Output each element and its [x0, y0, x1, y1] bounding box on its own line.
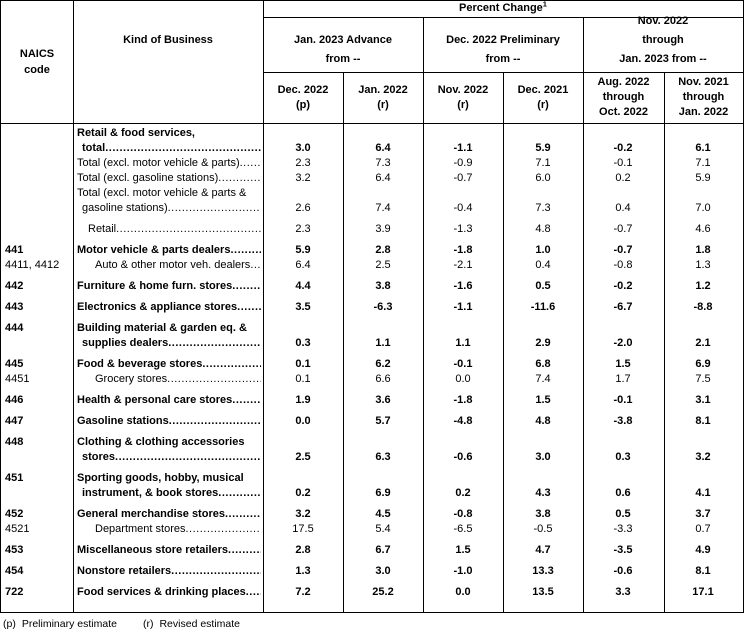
value-cell: 2.3 [295, 223, 311, 235]
value-cell: -0.8 [613, 259, 633, 271]
value-cell: 5.9 [535, 142, 551, 154]
dot-leader [225, 507, 261, 522]
value-cell: -0.8 [453, 508, 473, 520]
kind-of-business-cell: Auto & other motor veh. dealers ..... [73, 258, 263, 273]
value-cell: 4.3 [535, 487, 551, 499]
value-cell: -2.0 [613, 337, 633, 349]
value-cell: 6.9 [695, 358, 711, 370]
value-cell: -6.3 [373, 301, 393, 313]
value-cell: 1.9 [295, 394, 311, 406]
value-cell: 4.4 [295, 280, 311, 292]
dot-leader [105, 141, 261, 156]
value-cell: 13.3 [532, 565, 554, 577]
value-cell: 6.4 [295, 259, 311, 271]
value-cell: 2.5 [295, 451, 311, 463]
value-cell: 4.8 [535, 223, 551, 235]
subcolumn-header-4: Aug. 2022 through Oct. 2022 [597, 76, 650, 118]
value-cell: 0.5 [535, 280, 551, 292]
table-row [1, 414, 743, 429]
value-cell: 2.9 [535, 337, 551, 349]
table-row [1, 372, 743, 387]
value-cell: 0.1 [295, 358, 311, 370]
subcolumn-header-2: Nov. 2022 (r) [437, 83, 489, 111]
kind-of-business-cell: Clothing & clothing accessories stores ..... [73, 435, 263, 465]
value-cell: 25.2 [372, 586, 394, 598]
kind-of-business-cell: Total (excl. motor vehicle & parts & gasoline stations) ..... [73, 186, 263, 216]
value-cell: -3.8 [613, 415, 633, 427]
value-cell: -8.8 [693, 301, 713, 313]
kind-of-business-cell: Retail & food services, total ..... [73, 126, 263, 156]
kind-of-business-cell: Building material & garden eq. & supplies dealers ..... [73, 321, 263, 351]
dot-leader [232, 393, 261, 408]
value-cell: 1.5 [615, 358, 631, 370]
dot-leader [169, 414, 261, 429]
value-cell: 4.9 [695, 544, 711, 556]
value-cell: 6.0 [535, 172, 551, 184]
value-cell: 0.4 [615, 202, 631, 214]
value-cell: 1.5 [455, 544, 471, 556]
value-cell: 1.8 [695, 244, 711, 256]
value-cell: 3.5 [295, 301, 311, 313]
value-cell: 4.8 [535, 415, 551, 427]
value-cell: 1.3 [295, 565, 311, 577]
footnote-r-text: Revised estimate [159, 618, 241, 630]
value-cell: 7.2 [295, 586, 311, 598]
value-cell: 4.6 [695, 223, 711, 235]
value-cell: 1.3 [695, 259, 711, 271]
value-cell: 3.6 [375, 394, 391, 406]
dot-leader [202, 357, 261, 372]
dot-leader [167, 372, 261, 387]
naics-code-cell: 442 [5, 280, 24, 292]
value-cell: -1.8 [453, 244, 473, 256]
table-row [1, 507, 743, 522]
value-cell: 5.7 [375, 415, 391, 427]
kind-of-business-header: Kind of Business [123, 34, 213, 46]
kind-of-business-cell: Miscellaneous store retailers ..... [73, 543, 263, 558]
value-cell: 5.9 [295, 244, 311, 256]
value-cell: -0.1 [453, 358, 473, 370]
subcolumn-header-0: Dec. 2022 (p) [277, 83, 329, 111]
value-cell: 2.8 [295, 544, 311, 556]
value-cell: 7.3 [535, 202, 551, 214]
value-cell: 3.7 [695, 508, 711, 520]
kind-of-business-cell: Motor vehicle & parts dealers ..... [73, 243, 263, 258]
value-cell: -0.1 [613, 157, 633, 169]
value-cell: 3.1 [695, 394, 711, 406]
table-row [1, 357, 743, 372]
naics-code-cell: 722 [5, 586, 24, 598]
value-cell: -1.1 [453, 142, 473, 154]
footnote-p-mark: (p) [3, 618, 16, 630]
table-body [1, 123, 743, 612]
value-cell: -2.1 [453, 259, 473, 271]
dot-leader [240, 156, 261, 171]
value-cell: 1.7 [615, 373, 631, 385]
value-cell: -1.3 [453, 223, 473, 235]
dot-leader [230, 243, 261, 258]
value-cell: 6.3 [375, 451, 391, 463]
value-cell: -0.5 [533, 523, 553, 535]
table-row [1, 321, 743, 351]
dot-leader [168, 201, 261, 216]
naics-code-cell: 453 [5, 544, 24, 556]
table-row [1, 258, 743, 273]
naics-code-cell: 445 [5, 358, 24, 370]
naics-code-cell: 4411, 4412 [5, 259, 60, 271]
value-cell: 3.9 [375, 223, 391, 235]
subcolumn-header-5: Nov. 2021 through Jan. 2022 [678, 76, 729, 118]
value-cell: -4.8 [453, 415, 473, 427]
value-cell: 0.0 [295, 415, 311, 427]
table-row [1, 300, 743, 315]
dot-leader [246, 585, 261, 600]
value-cell: -0.7 [453, 172, 473, 184]
value-cell: -6.7 [613, 301, 633, 313]
dot-leader [171, 564, 261, 579]
table-row [1, 243, 743, 258]
value-cell: -0.4 [453, 202, 473, 214]
kind-of-business-cell: Retail ..... [73, 222, 263, 237]
value-cell: 0.3 [295, 337, 311, 349]
value-cell: 6.1 [695, 142, 711, 154]
value-cell: 6.2 [375, 358, 391, 370]
table-row [1, 522, 743, 537]
footnote-r-mark: (r) [142, 618, 154, 630]
kind-of-business-cell: Furniture & home furn. stores ..... [73, 279, 263, 294]
kind-of-business-cell: Nonstore retailers ..... [73, 564, 263, 579]
group-header-2: Nov. 2022 through Jan. 2023 from -- [619, 15, 707, 65]
value-cell: -0.2 [613, 142, 633, 154]
naics-code-cell: 444 [5, 322, 24, 334]
dot-leader [250, 258, 261, 273]
value-cell: 6.4 [375, 172, 391, 184]
table-footnotes [0, 618, 744, 630]
kind-of-business-cell: Department stores ..... [73, 522, 263, 537]
group-header-0: Jan. 2023 Advance from -- [293, 34, 393, 65]
kind-of-business-cell: Gasoline stations ..... [73, 414, 263, 429]
dot-leader [168, 336, 261, 351]
value-cell: -1.6 [453, 280, 473, 292]
footnote-marker: 1 [542, 0, 547, 9]
group-header-1: Dec. 2022 Preliminary from -- [446, 34, 560, 65]
value-cell: 3.2 [295, 508, 311, 520]
dot-leader [115, 450, 261, 465]
value-cell: 3.0 [295, 142, 311, 154]
table-row [1, 543, 743, 558]
naics-code-cell: 451 [5, 472, 24, 484]
value-cell: 2.5 [375, 259, 391, 271]
kind-of-business-cell: Food services & drinking places ..... [73, 585, 263, 600]
value-cell: 7.3 [375, 157, 391, 169]
value-cell: 17.1 [692, 586, 714, 598]
value-cell: 0.5 [615, 508, 631, 520]
value-cell: 0.0 [455, 373, 471, 385]
kind-of-business-cell: Electronics & appliance stores ..... [73, 300, 263, 315]
footnote-p-text: Preliminary estimate [21, 618, 117, 630]
table-row [1, 186, 743, 216]
value-cell: 7.1 [535, 157, 551, 169]
dot-leader [218, 486, 261, 501]
value-cell: 0.7 [695, 523, 711, 535]
table-row [1, 585, 743, 600]
value-cell: -11.6 [530, 301, 556, 313]
kind-of-business-cell: Grocery stores ..... [73, 372, 263, 387]
value-cell: 0.1 [295, 373, 311, 385]
value-cell: 4.7 [535, 544, 551, 556]
value-cell: 3.0 [535, 451, 551, 463]
value-cell: 7.1 [695, 157, 711, 169]
value-cell: 2.1 [695, 337, 711, 349]
value-cell: 6.7 [375, 544, 391, 556]
value-cell: -1.1 [453, 301, 473, 313]
value-cell: 3.2 [295, 172, 311, 184]
value-cell: 8.1 [695, 565, 711, 577]
value-cell: 4.5 [375, 508, 391, 520]
table-row [1, 222, 743, 237]
value-cell: -0.7 [613, 244, 633, 256]
dot-leader [228, 543, 261, 558]
value-cell: 3.8 [375, 280, 391, 292]
value-cell: 2.3 [295, 157, 311, 169]
value-cell: 1.1 [375, 337, 391, 349]
value-cell: 3.3 [615, 586, 631, 598]
value-cell: -0.9 [453, 157, 473, 169]
dot-leader [218, 171, 261, 186]
value-cell: 0.2 [455, 487, 471, 499]
value-cell: 7.4 [375, 202, 391, 214]
value-cell: 0.3 [615, 451, 631, 463]
value-cell: 6.9 [375, 487, 391, 499]
value-cell: 4.1 [695, 487, 711, 499]
value-cell: 17.5 [292, 523, 314, 535]
naics-code-cell: 448 [5, 436, 24, 448]
table-row [1, 126, 743, 156]
value-cell: -3.5 [613, 544, 633, 556]
value-cell: 0.2 [615, 172, 631, 184]
value-cell: 0.6 [615, 487, 631, 499]
value-cell: 13.5 [532, 586, 554, 598]
table-row [1, 171, 743, 186]
value-cell: -6.5 [453, 523, 473, 535]
value-cell: -0.6 [613, 565, 633, 577]
value-cell: 2.8 [375, 244, 391, 256]
naics-code-cell: 4521 [5, 523, 30, 535]
naics-code-cell: 446 [5, 394, 24, 406]
value-cell: 1.1 [455, 337, 471, 349]
naics-code-cell: 454 [5, 565, 24, 577]
percent-change-title: Percent Change$^1$ [459, 0, 547, 14]
naics-code-cell: 441 [5, 244, 24, 256]
value-cell: 3.0 [375, 565, 391, 577]
value-cell: 7.5 [695, 373, 711, 385]
kind-of-business-cell: General merchandise stores ..... [73, 507, 263, 522]
subcolumn-header-1: Jan. 2022 (r) [358, 83, 408, 111]
dot-leader [232, 279, 261, 294]
value-cell: 7.0 [695, 202, 711, 214]
subcolumn-header-3: Dec. 2021 (r) [517, 83, 569, 111]
value-cell: -0.1 [613, 394, 633, 406]
naics-code-cell: 443 [5, 301, 24, 313]
table-row [1, 435, 743, 465]
value-cell: -0.7 [613, 223, 633, 235]
table-row [1, 279, 743, 294]
value-cell: -1.8 [453, 394, 473, 406]
value-cell: 6.8 [535, 358, 551, 370]
value-cell: 0.0 [455, 586, 471, 598]
value-cell: 6.4 [375, 142, 391, 154]
naics-code-header [1, 1, 73, 123]
value-cell: -3.3 [613, 523, 633, 535]
naics-code-cell: 447 [5, 415, 24, 427]
value-cell: 1.2 [695, 280, 711, 292]
value-cell: 0.2 [295, 487, 311, 499]
kind-of-business-cell: Food & beverage stores ..... [73, 357, 263, 372]
value-cell: 0.4 [535, 259, 551, 271]
table-row [1, 156, 743, 171]
value-cell: -0.2 [613, 280, 633, 292]
value-cell: 6.6 [375, 373, 391, 385]
kind-of-business-cell: Total (excl. gasoline stations) ..... [73, 171, 263, 186]
value-cell: 1.5 [535, 394, 551, 406]
value-cell: 5.9 [695, 172, 711, 184]
kind-of-business-cell: Sporting goods, hobby, musical instrument, & book stores ..... [73, 471, 263, 501]
value-cell: 3.8 [535, 508, 551, 520]
value-cell: 1.0 [535, 244, 551, 256]
value-cell: 2.6 [295, 202, 311, 214]
dot-leader [185, 522, 261, 537]
table-row [1, 564, 743, 579]
kind-of-business-cell: Total (excl. motor vehicle & parts) ..... [73, 156, 263, 171]
value-cell: -0.6 [453, 451, 473, 463]
value-cell: 7.4 [535, 373, 551, 385]
dot-leader [116, 222, 261, 237]
value-cell: 5.4 [375, 523, 391, 535]
naics-header-line: NAICS [19, 48, 55, 60]
value-cell: 8.1 [695, 415, 711, 427]
value-cell: -1.0 [453, 565, 473, 577]
naics-code-cell: 452 [5, 508, 24, 520]
dot-leader [237, 300, 261, 315]
table-row [1, 393, 743, 408]
value-cell: 3.2 [695, 451, 711, 463]
naics-header-line: code [24, 64, 50, 76]
table-row [1, 471, 743, 501]
kind-of-business-cell: Health & personal care stores ..... [73, 393, 263, 408]
naics-code-cell: 4451 [5, 373, 30, 385]
